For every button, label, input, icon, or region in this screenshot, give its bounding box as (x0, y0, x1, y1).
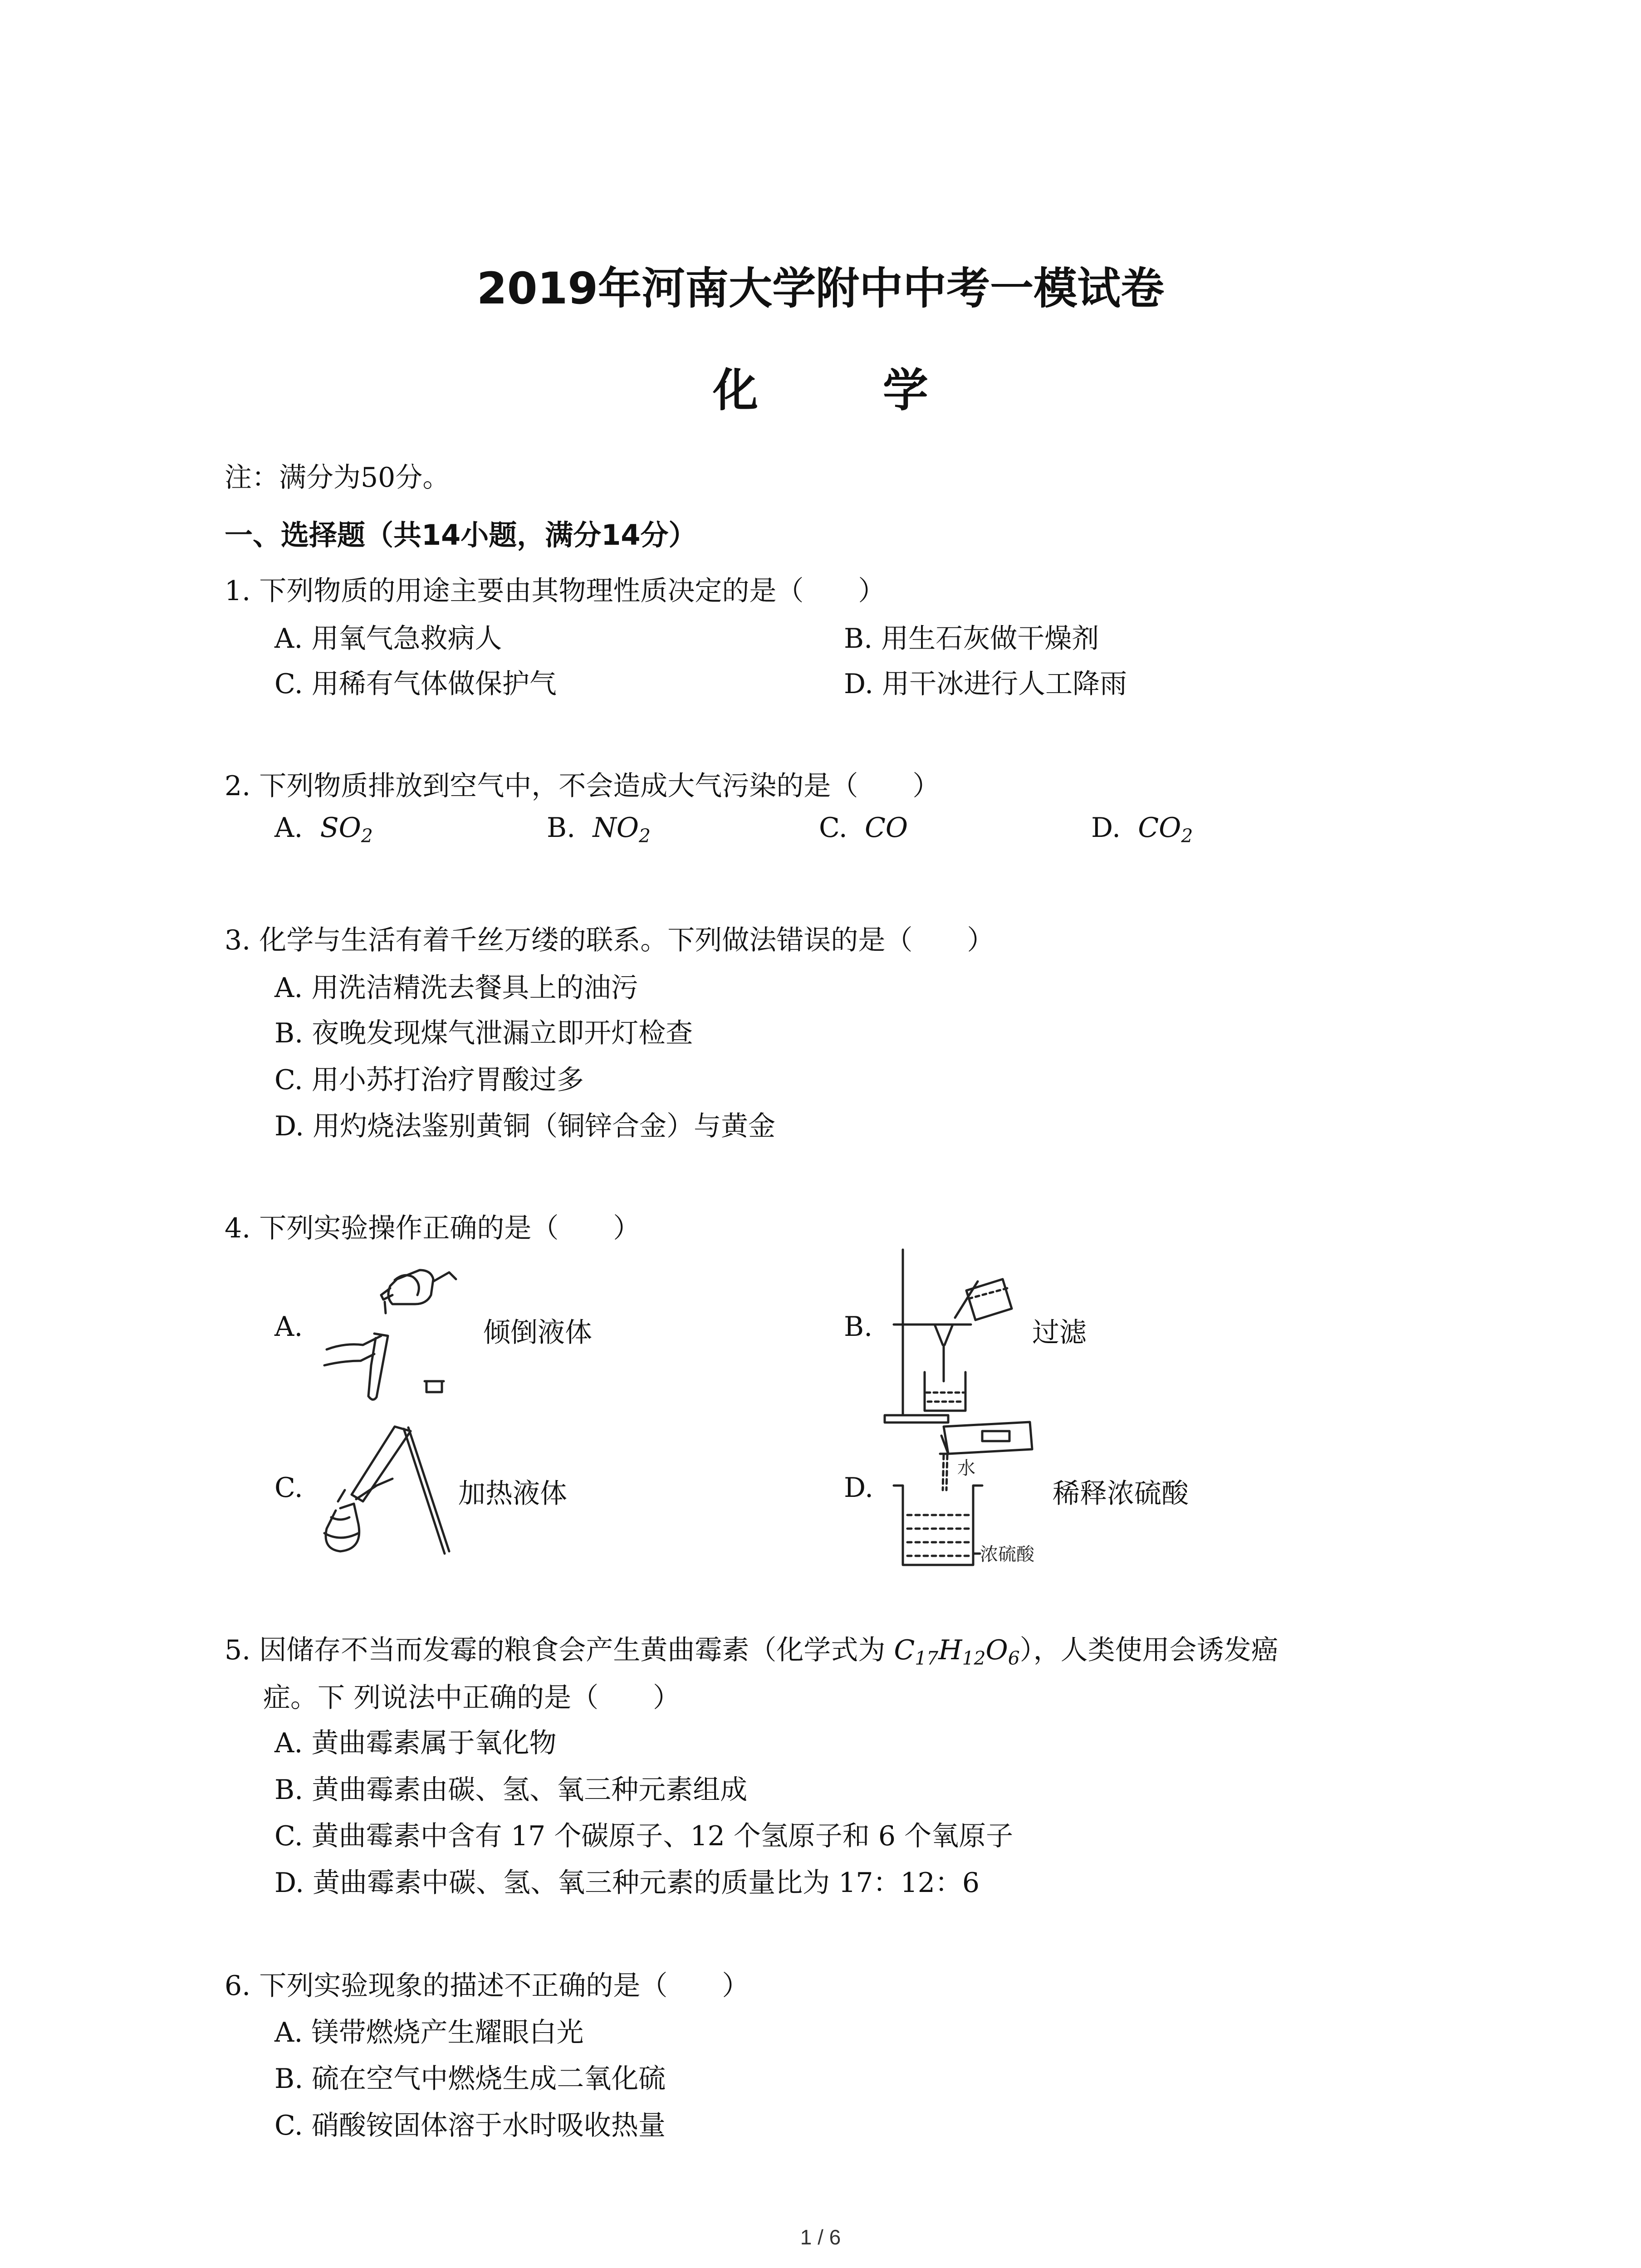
q2-option-a (274, 812, 373, 847)
exam-note: 注：满分为50分。 (225, 462, 450, 494)
pour-liquid-figure (318, 1252, 481, 1406)
q1-option-c: C. 用稀有气体做保护气 (274, 668, 557, 700)
q5-option-c: C. 黄曲霉素中含有 17 个碳原子、12 个氢原子和 6 个氧原子 (274, 1820, 1014, 1852)
q2-option-c (819, 812, 908, 844)
q2-option-d-formula: $CO_2$ (1138, 812, 1193, 847)
figure-water-label: 水 (957, 1458, 975, 1479)
q3-option-c: C. 用小苏打治疗胃酸过多 (274, 1064, 584, 1096)
q6-stem: 6. 下列实验现象的描述不正确的是（ ） (225, 1970, 749, 2002)
q1-stem: 1. 下列物质的用途主要由其物理性质决定的是（ ） (225, 575, 886, 607)
q5-option-a: A. 黄曲霉素属于氧化物 (274, 1727, 557, 1759)
filtration-figure (876, 1245, 1039, 1427)
q6-option-a: A. 镁带燃烧产生耀眼白光 (274, 2017, 584, 2048)
q4-option-d-label: D. (844, 1472, 874, 1504)
q4-option-a-text: 倾倒液体 (483, 1317, 592, 1349)
q3-stem: 3. 化学与生活有着千丝万缕的联系。下列做法错误的是（ ） (225, 924, 994, 956)
q4-option-b-text: 过滤 (1032, 1317, 1087, 1349)
q5-formula: $C_{17}H_{12}O_6$ (894, 1634, 1020, 1670)
q2-option-b-formula: $NO_2$ (593, 812, 651, 847)
q4-option-c-label: C. (274, 1472, 303, 1504)
q3-option-d: D. 用灼烧法鉴别黄铜（铜锌合金）与黄金 (274, 1110, 776, 1142)
q5-stem-pre: 5. 因储存不当而发霉的粮食会产生黄曲霉素（化学式为 (225, 1634, 894, 1666)
q2-option-b (547, 812, 651, 847)
q6-option-b: B. 硫在空气中燃烧生成二氧化硫 (274, 2063, 666, 2095)
q1-option-d: D. 用干冰进行人工降雨 (844, 668, 1127, 700)
q1-option-b: B. 用生石灰做干燥剂 (844, 623, 1099, 655)
q6-option-c: C. 硝酸铵固体溶于水时吸收热量 (274, 2110, 666, 2141)
q5-option-b: B. 黄曲霉素由碳、氢、氧三种元素组成 (274, 1774, 748, 1806)
q4-option-a-label: A. (274, 1311, 303, 1343)
q2-option-a-label: A. (274, 812, 303, 844)
heat-liquid-figure (313, 1422, 463, 1558)
q5-option-d: D. 黄曲霉素中碳、氢、氧三种元素的质量比为 17：12：6 (274, 1867, 980, 1899)
q2-option-d (1091, 812, 1193, 847)
figure-acid-label: 浓硫酸 (980, 1544, 1034, 1565)
q3-option-b: B. 夜晚发现煤气泄漏立即开灯检查 (274, 1017, 693, 1049)
q3-option-a: A. 用洗洁精洗去餐具上的油污 (274, 972, 638, 1004)
q5-stem-post: ），人类使用会诱发癌 (1019, 1634, 1279, 1666)
q4-option-d-text: 稀释浓硫酸 (1053, 1478, 1189, 1510)
q4-stem: 4. 下列实验操作正确的是（ ） (225, 1212, 641, 1244)
q5-stem-line1 (225, 1628, 1279, 1669)
q5-stem-line2: 症。下 列说法中正确的是（ ） (263, 1682, 681, 1714)
dilute-acid-figure (889, 1418, 1043, 1572)
exam-title: 2019年河南大学附中中考一模试卷 (476, 263, 1165, 314)
q2-option-c-label: C. (819, 812, 847, 844)
q2-stem: 2. 下列物质排放到空气中，不会造成大气污染的是（ ） (225, 770, 940, 802)
q2-option-c-formula: CO (865, 812, 908, 844)
q2-option-d-label: D. (1091, 812, 1121, 844)
section-heading: 一、选择题（共14小题，满分14分） (225, 518, 697, 552)
q4-option-c-text: 加热液体 (458, 1478, 567, 1510)
q2-option-a-formula: $SO_2$ (320, 812, 373, 847)
q4-option-b-label: B. (844, 1311, 873, 1343)
page-number: 1 / 6 (800, 2225, 841, 2249)
q1-option-a: A. 用氧气急救病人 (274, 623, 502, 655)
exam-subject: 化 学 (713, 364, 983, 417)
q2-option-b-label: B. (547, 812, 576, 844)
